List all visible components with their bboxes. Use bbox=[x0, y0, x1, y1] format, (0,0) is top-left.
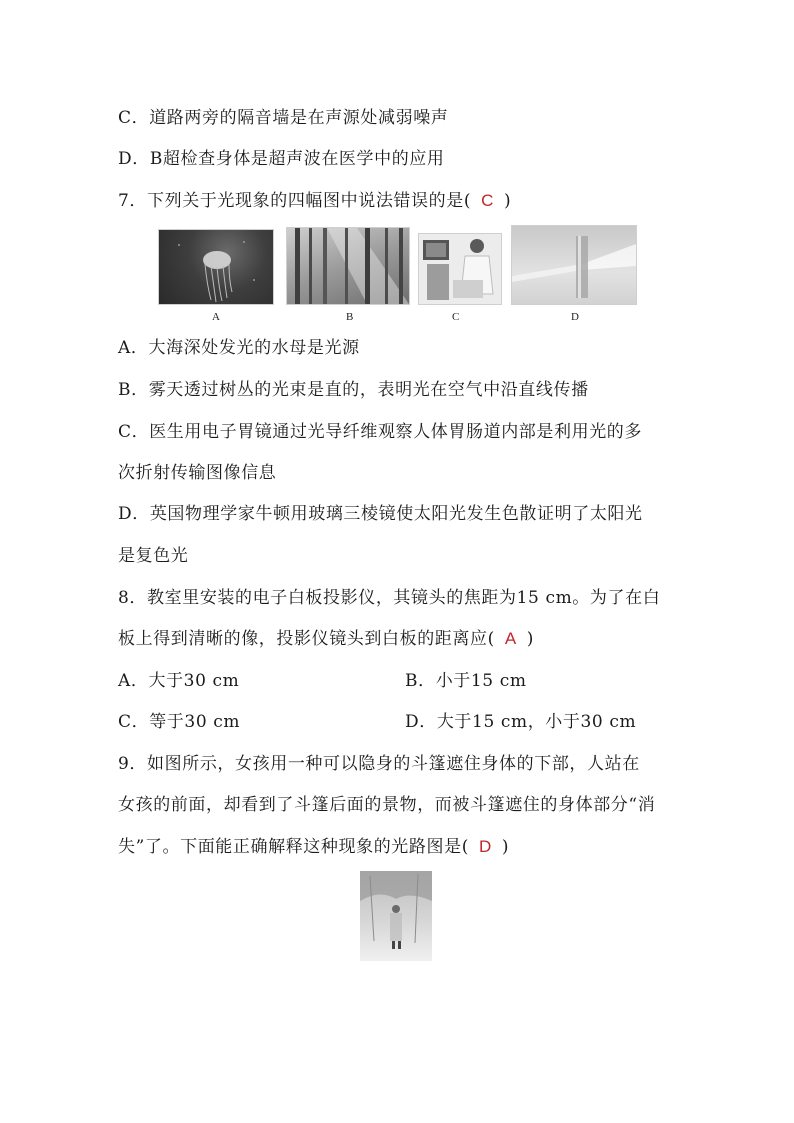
prism-drawing bbox=[512, 226, 636, 304]
q7-option-c-line1: C．医生用电子胃镜通过光导纤维观察人体胃肠道内部是利用光的多 bbox=[118, 422, 643, 442]
photo-jellyfish bbox=[158, 229, 274, 305]
photo-prism bbox=[511, 225, 637, 305]
q7-answer: C bbox=[481, 191, 494, 210]
q8-options-row1 bbox=[118, 669, 678, 693]
photo-invisibility-cloak bbox=[360, 871, 432, 961]
caption-c: C bbox=[452, 311, 460, 323]
q6-option-c: C．道路两旁的隔音墙是在声源处减弱噪声 bbox=[118, 108, 449, 128]
q8-options-row2 bbox=[118, 710, 678, 734]
photo-forest bbox=[286, 227, 410, 305]
q7-option-d-line2: 是复色光 bbox=[118, 546, 189, 566]
q7-option-b: B．雾天透过树丛的光束是直的，表明光在空气中沿直线传播 bbox=[118, 380, 589, 400]
q9-stem-line3: 失”了。下面能正确解释这种现象的光路图是( D ) bbox=[118, 837, 510, 857]
q7-option-a: A．大海深处发光的水母是光源 bbox=[118, 338, 360, 358]
cloak-drawing bbox=[360, 871, 432, 961]
q7-stem: 7．下列关于光现象的四幅图中说法错误的是( C ) bbox=[118, 191, 512, 211]
q9-stem-line1: 9．如图所示，女孩用一种可以隐身的斗篷遮住身体的下部，人站在 bbox=[118, 754, 640, 774]
q6-option-d: D．B超检查身体是超声波在医学中的应用 bbox=[118, 149, 445, 169]
caption-a: A bbox=[212, 311, 220, 323]
doctor-drawing bbox=[419, 234, 501, 304]
q8-answer: A bbox=[504, 629, 517, 648]
q8-option-b: B．小于15 cm bbox=[405, 671, 527, 691]
q8-option-c: C．等于30 cm bbox=[118, 712, 241, 732]
q8-option-d: D．大于15 cm，小于30 cm bbox=[405, 712, 637, 732]
q9-answer: D bbox=[478, 837, 492, 856]
q8-stem-line2: 板上得到清晰的像，投影仪镜头到白板的距离应( A ) bbox=[118, 629, 535, 649]
caption-d: D bbox=[571, 311, 579, 323]
q9-stem-line2: 女孩的前面，却看到了斗篷后面的景物，而被斗篷遮住的身体部分“消 bbox=[118, 795, 656, 815]
caption-b: B bbox=[346, 311, 354, 323]
photo-doctor bbox=[418, 233, 502, 305]
forest-drawing bbox=[287, 228, 409, 304]
jellyfish-drawing bbox=[159, 230, 273, 304]
q8-stem-line1: 8．教室里安装的电子白板投影仪，其镜头的焦距为15 cm。为了在白 bbox=[118, 588, 661, 608]
q7-option-c-line2: 次折射传输图像信息 bbox=[118, 463, 277, 483]
q7-option-d-line1: D．英国物理学家牛顿用玻璃三棱镜使太阳光发生色散证明了太阳光 bbox=[118, 504, 643, 524]
q8-option-a: A．大于30 cm bbox=[118, 671, 240, 691]
